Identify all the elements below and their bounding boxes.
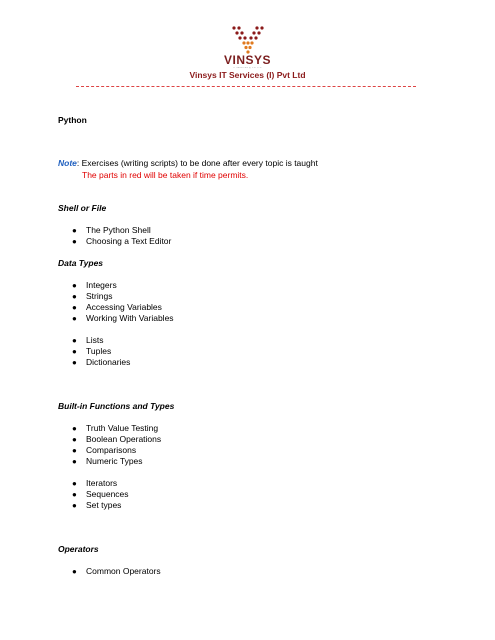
bullet-icon: ● <box>72 281 77 290</box>
vinsys-logo-icon <box>228 24 268 54</box>
list-item: ● Numeric Types <box>72 456 143 466</box>
list-item: ● The Python Shell <box>72 225 151 235</box>
bullet-icon: ● <box>72 314 77 323</box>
note-label: Note <box>58 158 77 168</box>
section-heading-shell: Shell or File <box>58 203 107 213</box>
list-item: ● Dictionaries <box>72 357 131 367</box>
list-item: ● Lists <box>72 335 104 345</box>
company-name: Vinsys IT Services (I) Pvt Ltd <box>189 70 306 80</box>
shell-list <box>58 225 171 247</box>
list-item: ● Iterators <box>72 478 118 488</box>
list-item: ● Choosing a Text Editor <box>72 236 172 246</box>
note-red-text: The parts in red will be taken if time permits. <box>82 170 249 180</box>
bullet-icon: ● <box>72 435 77 444</box>
bullet-icon: ● <box>72 479 77 488</box>
bullet-icon: ● <box>72 490 77 499</box>
list-item: ● Strings <box>72 291 113 301</box>
header-divider <box>76 86 416 87</box>
list-item: ● Tuples <box>72 346 112 356</box>
list-item: ● Truth Value Testing <box>72 423 159 433</box>
page-title: Python <box>58 115 87 125</box>
list-item: ● Accessing Variables <box>72 302 162 312</box>
bullet-icon: ● <box>72 347 77 356</box>
note-line <box>58 158 318 169</box>
brand-name: VINSYS <box>223 53 271 67</box>
list-item: ● Integers <box>72 280 117 290</box>
section-heading-builtins: Built-in Functions and Types <box>58 401 175 411</box>
note-text: : Exercises (writing scripts) to be done after every topic is taught <box>76 158 318 168</box>
datatypes-list-2 <box>58 335 130 368</box>
bullet-icon: ● <box>72 226 77 235</box>
bullet-icon: ● <box>72 237 77 246</box>
list-item: ● Sequences <box>72 489 129 499</box>
bullet-icon: ● <box>72 358 77 367</box>
bullet-icon: ● <box>72 336 77 345</box>
operators-list <box>58 566 161 577</box>
bullet-icon: ● <box>72 424 77 433</box>
list-item: ● Working With Variables <box>72 313 174 323</box>
bullet-icon: ● <box>72 501 77 510</box>
builtins-list-1 <box>58 423 161 467</box>
section-heading-datatypes: Data Types <box>58 258 104 268</box>
list-item: ● Common Operators <box>72 566 161 576</box>
bullet-icon: ● <box>72 457 77 466</box>
brand-tagline: IT SERVICES (I) PVT LTD <box>233 67 262 69</box>
bullet-icon: ● <box>72 567 77 576</box>
list-item: ● Comparisons <box>72 445 137 455</box>
datatypes-list-1 <box>58 280 174 324</box>
section-heading-operators: Operators <box>58 544 99 554</box>
list-item: ● Set types <box>72 500 122 510</box>
bullet-icon: ● <box>72 292 77 301</box>
bullet-icon: ● <box>72 446 77 455</box>
bullet-icon: ● <box>72 303 77 312</box>
builtins-list-2 <box>58 478 129 511</box>
list-item: ● Boolean Operations <box>72 434 162 444</box>
